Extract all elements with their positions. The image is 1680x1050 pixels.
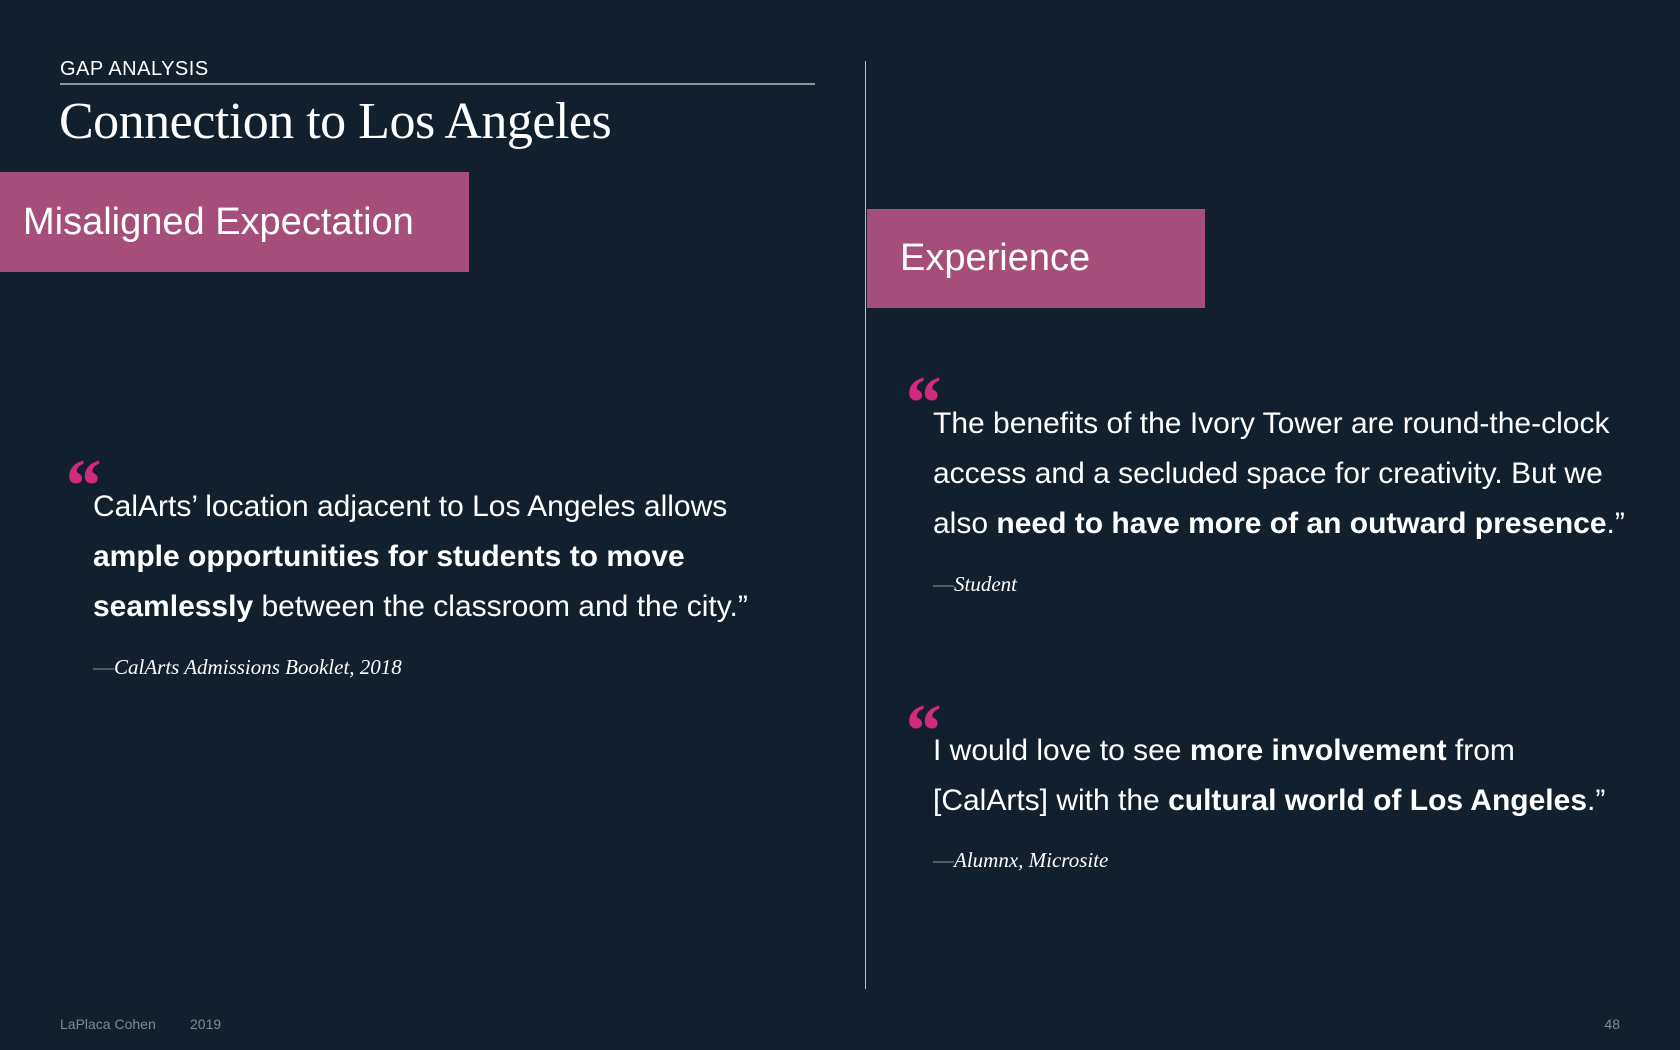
page-number: 48 xyxy=(1604,1016,1620,1032)
section-rule xyxy=(60,83,815,85)
quote-text-part: from [CalArts] with the xyxy=(933,734,1515,817)
attribution-text: Alumnx, Microsite xyxy=(954,848,1109,872)
quote-text-emphasis: need to have more of an outward presence xyxy=(996,507,1607,540)
quote-attribution xyxy=(933,572,1017,597)
tag-experience xyxy=(867,209,1205,308)
footer-company: LaPlaca Cohen xyxy=(60,1016,156,1032)
attribution-text: Student xyxy=(954,572,1017,596)
open-quote-icon: “ xyxy=(902,689,940,773)
column-divider xyxy=(865,61,866,989)
quote-text-part: .” xyxy=(1587,784,1606,817)
quote-text-part: CalArts’ location adjacent to Los Angeles allows xyxy=(93,490,728,523)
quote-text-emphasis: ample opportunities for students to move seamlessly xyxy=(93,540,685,623)
quote-text-emphasis: cultural world of Los Angeles xyxy=(1168,784,1588,817)
quote-text-student xyxy=(933,399,1653,549)
quote-text-part: between the classroom and the city.” xyxy=(253,590,748,623)
quote-attribution xyxy=(93,655,402,680)
open-quote-icon: “ xyxy=(62,444,100,528)
footer-year: 2019 xyxy=(190,1016,222,1032)
tag-misaligned-expectation xyxy=(0,172,469,272)
attribution-dash: — xyxy=(93,655,114,679)
tag-label: Experience xyxy=(900,237,1091,279)
quote-text-part: I would love to see xyxy=(933,734,1190,767)
page-title: Connection to Los Angeles xyxy=(59,93,612,150)
quote-attribution xyxy=(933,848,1108,873)
open-quote-icon: “ xyxy=(902,361,940,445)
attribution-dash: — xyxy=(933,572,954,596)
quote-text-admissions xyxy=(93,482,773,632)
quote-text-part: .” xyxy=(1606,507,1625,540)
quote-text-part: The benefits of the Ivory Tower are round-the-clock access and a secluded space for creativity. But we also xyxy=(933,407,1610,540)
attribution-text: CalArts Admissions Booklet, 2018 xyxy=(114,655,402,679)
section-label: GAP ANALYSIS xyxy=(60,58,209,80)
quote-text-emphasis: more involvement xyxy=(1189,734,1447,767)
tag-label: Misaligned Expectation xyxy=(23,200,414,243)
attribution-dash: — xyxy=(933,848,954,872)
quote-text-alumnx xyxy=(933,726,1633,826)
